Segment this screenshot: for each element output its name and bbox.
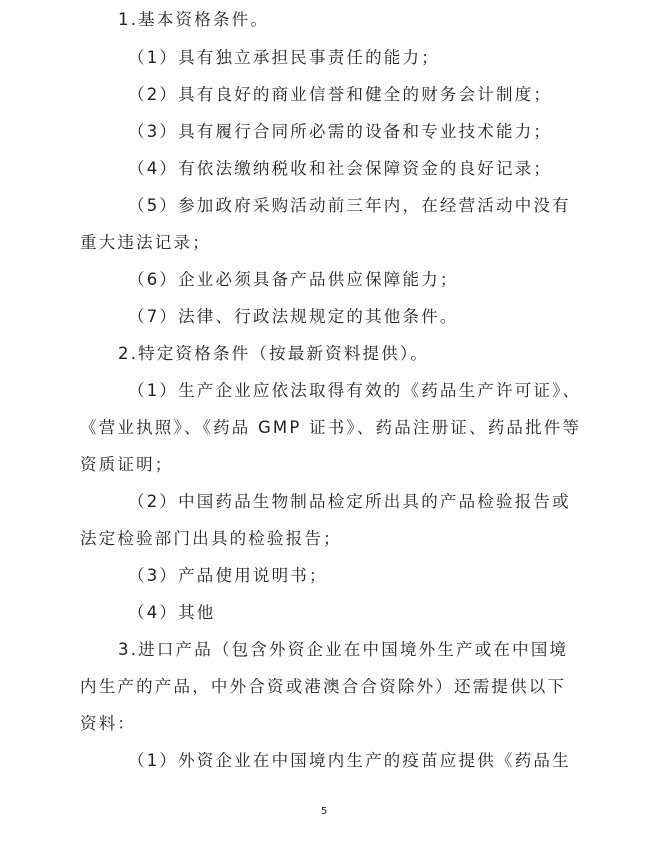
specific-item-4: （4）其他 [128, 603, 216, 622]
section-heading-basic: 1.基本资格条件。 [118, 10, 270, 29]
specific-item-2: （2）中国药品生物制品检定所出具的产品检验报告或 [128, 492, 571, 511]
basic-item-5-continuation: 重大违法记录； [80, 233, 211, 252]
imported-heading-continuation: 内生产的产品，中外合资或港澳合合资除外）还需提供以下 [80, 677, 567, 696]
basic-item-5: （5）参加政府采购活动前三年内，在经营活动中没有 [128, 196, 571, 215]
section-heading-imported: 3.进口产品（包含外资企业在中国境外生产或在中国境 [118, 640, 569, 659]
imported-item-1: （1）外资企业在中国境内生产的疫苗应提供《药品生 [128, 751, 571, 770]
specific-item-1: （1）生产企业应依法取得有效的《药品生产许可证》、 [128, 381, 582, 400]
basic-item-1: （1）具有独立承担民事责任的能力； [128, 48, 440, 67]
specific-item-1-continuation: 资质证明； [80, 455, 174, 474]
imported-heading-continuation: 资料： [80, 714, 137, 733]
basic-item-4: （4）有依法缴纳税收和社会保障资金的良好记录； [128, 159, 553, 178]
basic-item-2: （2）具有良好的商业信誉和健全的财务会计制度； [128, 85, 553, 104]
specific-item-3: （3）产品使用说明书； [128, 566, 328, 585]
basic-item-6: （6）企业必须具备产品供应保障能力； [128, 270, 459, 289]
section-heading-specific: 2.特定资格条件（按最新资料提供）。 [118, 344, 430, 363]
basic-item-3: （3）具有履行合同所必需的设备和专业技术能力； [128, 122, 553, 141]
specific-item-1-continuation: 《营业执照》、《药品 GMP 证书》、药品注册证、药品批件等 [80, 418, 582, 437]
basic-item-7: （7）法律、行政法规规定的其他条件。 [128, 307, 459, 326]
specific-item-2-continuation: 法定检验部门出具的检验报告； [80, 529, 342, 548]
page-number: 5 [320, 806, 328, 817]
